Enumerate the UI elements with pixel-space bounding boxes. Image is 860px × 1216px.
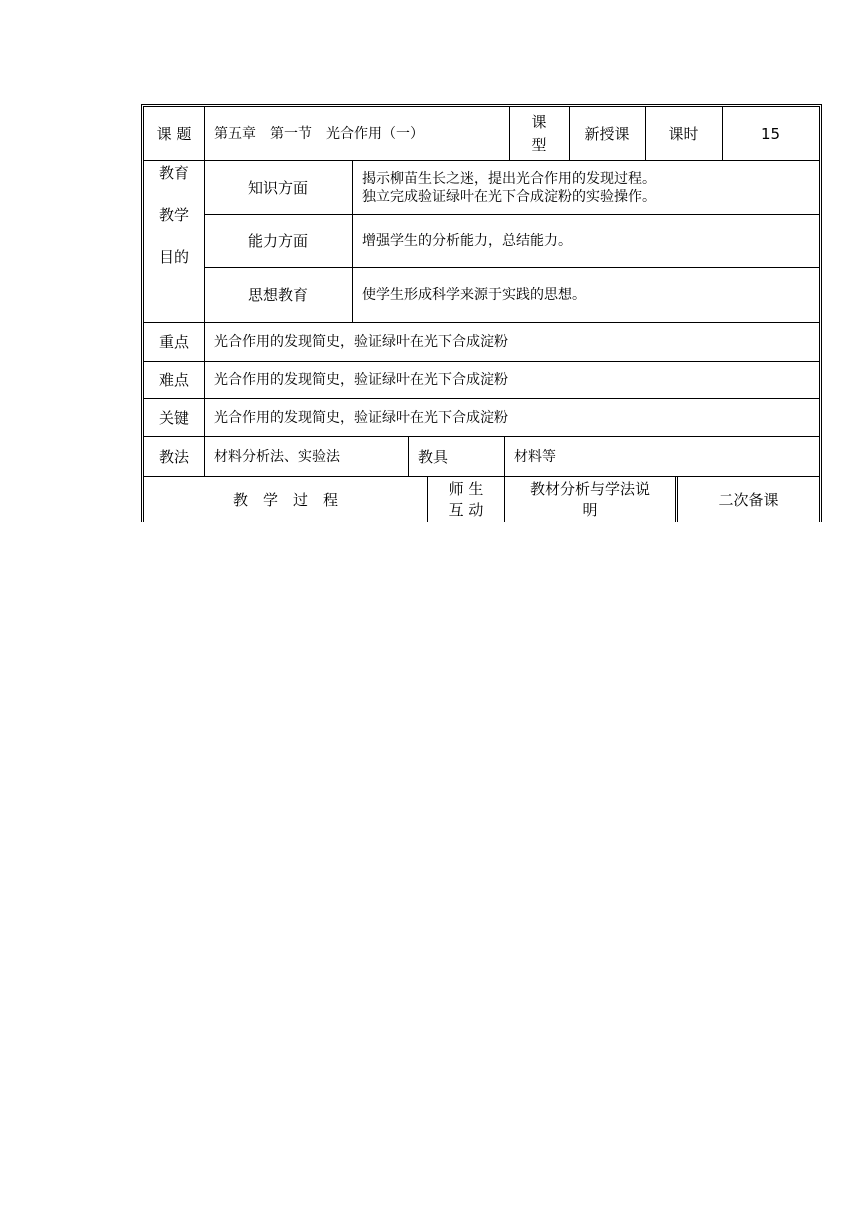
interaction-header — [428, 477, 504, 522]
col-divider — [408, 437, 409, 476]
title-value: 第五章 第一节 光合作用（一） — [214, 125, 424, 142]
objectives-label — [144, 161, 204, 322]
objective-knowledge-text — [362, 161, 812, 214]
objective-ideology-text: 使学生形成科学来源于实践的思想。 — [362, 287, 586, 303]
interaction-header-line: 师 生 — [448, 479, 484, 498]
analysis-header-line: 教材分析与学法说 — [529, 479, 650, 498]
difficulty-value: 光合作用的发现简史，验证绿叶在光下合成淀粉 — [214, 372, 508, 388]
interaction-header-line: 互 动 — [448, 500, 484, 519]
type-label-line: 型 — [531, 136, 547, 154]
key-point-label: 重点 — [158, 333, 189, 351]
second-prep-header: 二次备课 — [718, 490, 779, 509]
tools-label: 教具 — [418, 447, 449, 466]
hours-label: 课时 — [668, 124, 699, 143]
type-value: 新授课 — [584, 124, 630, 143]
key-point-value: 光合作用的发现简史，验证绿叶在光下合成淀粉 — [214, 334, 508, 350]
method-label: 教法 — [158, 447, 189, 466]
objectives-label-line: 教育 — [158, 164, 189, 182]
objective-line: 揭示柳苗生长之迷，提出光合作用的发现过程。 — [362, 170, 656, 187]
title-label: 课 题 — [156, 124, 192, 143]
objective-ideology-label: 思想教育 — [247, 286, 308, 304]
crux-label: 关键 — [158, 408, 189, 427]
hours-value: 15 — [760, 124, 781, 143]
objective-knowledge-label: 知识方面 — [247, 178, 308, 197]
objective-ability-text: 增强学生的分析能力，总结能力。 — [362, 233, 572, 249]
type-label-line: 课 — [531, 113, 547, 131]
objectives-label-line: 教学 — [158, 206, 189, 224]
method-value: 材料分析法、实验法 — [214, 448, 340, 465]
objectives-label-line: 目的 — [158, 248, 189, 266]
analysis-header-line: 明 — [582, 500, 598, 519]
difficulty-label: 难点 — [158, 371, 189, 389]
analysis-header — [505, 477, 675, 522]
col-divider — [352, 161, 353, 322]
objective-ability-label: 能力方面 — [247, 232, 308, 250]
tools-value: 材料等 — [514, 448, 556, 465]
process-header: 教 学 过 程 — [232, 490, 338, 509]
objective-line: 独立完成验证绿叶在光下合成淀粉的实验操作。 — [362, 188, 656, 205]
type-label — [509, 109, 569, 158]
crux-value: 光合作用的发现简史，验证绿叶在光下合成淀粉 — [214, 409, 508, 426]
